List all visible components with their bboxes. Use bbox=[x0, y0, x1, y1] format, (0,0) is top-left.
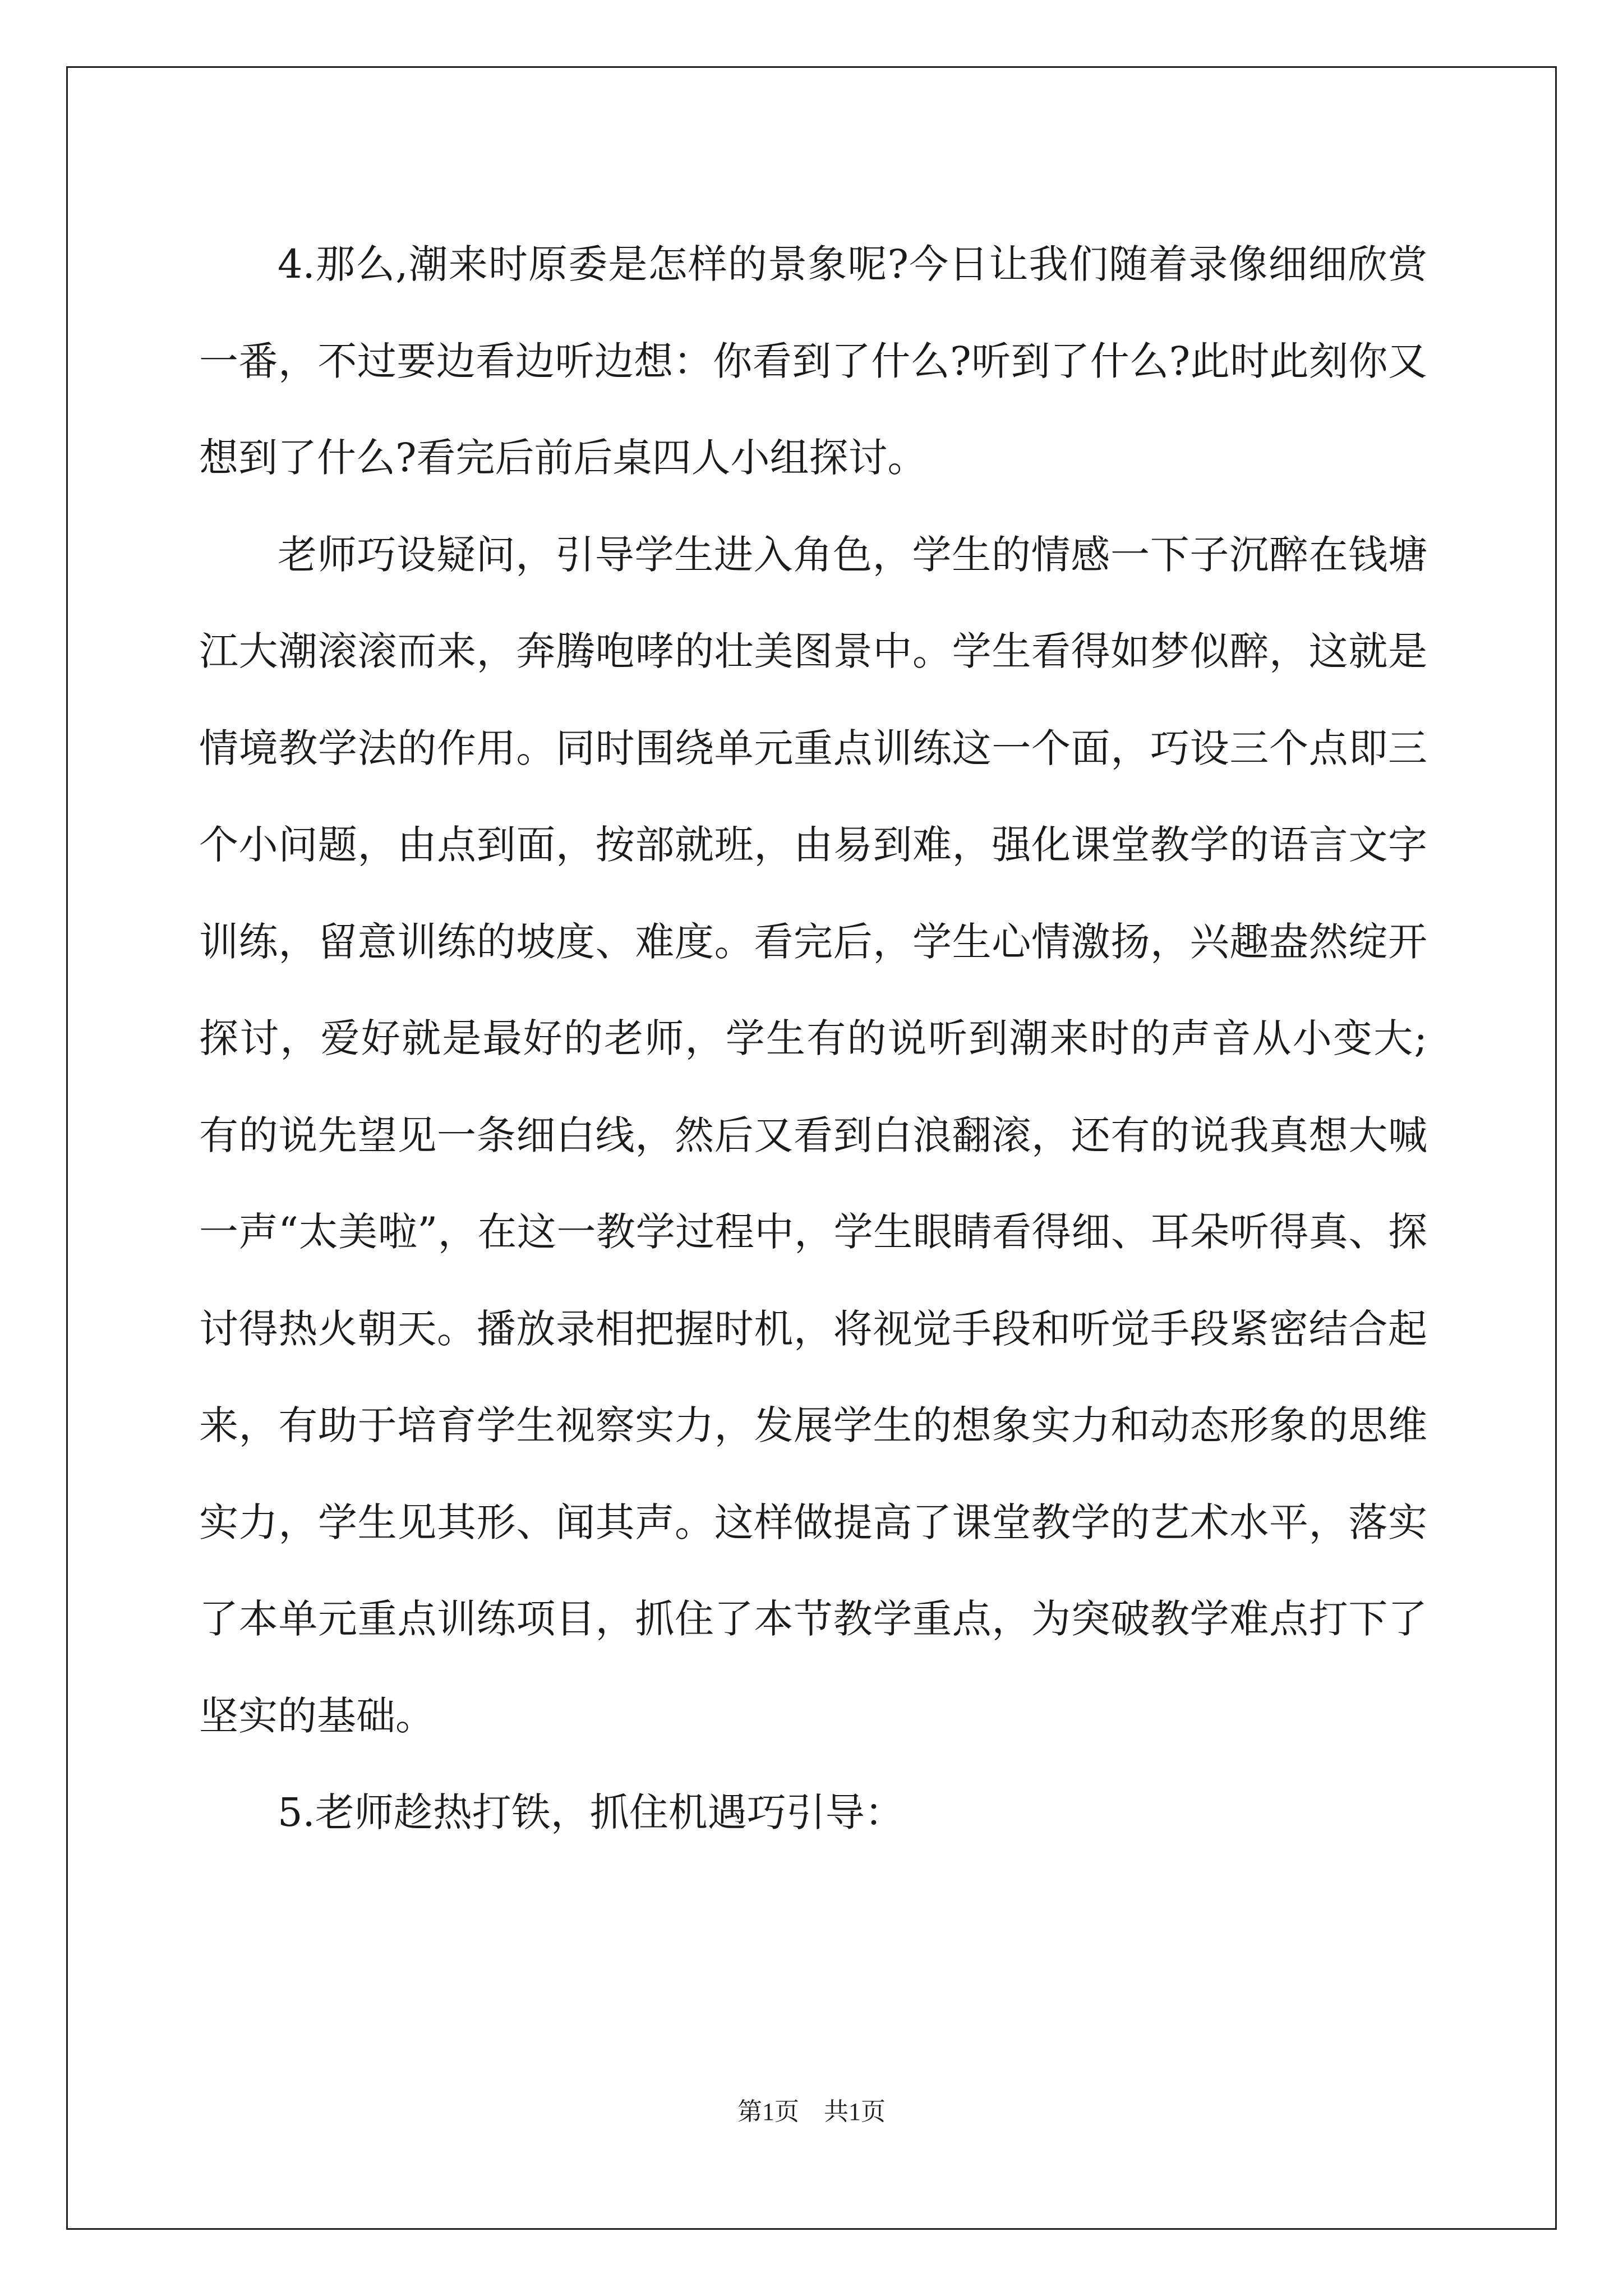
paragraph-teaching-analysis: 老师巧设疑问，引导学生进入角色，学生的情感一下子沉醉在钱塘江大潮滚滚而来，奔腾咆哮的壮美图景中。学生看得如梦似醉，这就是情境教学法的作用。同时围绕单元重点训练这一个面，巧设三个点即三个小问题，由点到面，按部就班，由易到难，强化课堂教学的语言文字训练，留意训练的坡度、难度。看完后，学生心情激扬，兴趣盎然绽开探讨，爱好就是最好的老师，学生有的说听到潮来时的声音从小变大;有的说先望见一条细白线，然后又看到白浪翻滚，还有的说我真想大喊一声“太美啦”，在这一教学过程中，学生眼睛看得细、耳朵听得真、探讨得热火朝天。播放录相把握时机，将视觉手段和听觉手段紧密结合起来，有助于培育学生视察实力，发展学生的想象实力和动态形象的思维实力，学生见其形、闻其声。这样做提高了课堂教学的艺术水平，落实了本单元重点训练项目，抓住了本节教学重点，为突破教学难点打下了坚实的基础。 bbox=[199, 531, 1427, 1739]
page-number-total: 共1页 bbox=[824, 2098, 886, 2125]
paragraph-guidance: 5.老师趁热打铁，抓住机遇巧引导： bbox=[278, 1789, 904, 1835]
document-body bbox=[199, 216, 1427, 1861]
page-footer bbox=[0, 2095, 1623, 2129]
paragraph-video-question: 4.那么,潮来时原委是怎样的景象呢?今日让我们随着录像细细欣赏一番，不过要边看边听边想：你看到了什么?听到了什么?此时此刻你又想到了什么?看完后前后桌四人小组探讨。 bbox=[199, 241, 1427, 481]
page-number-current: 第1页 bbox=[737, 2098, 799, 2125]
